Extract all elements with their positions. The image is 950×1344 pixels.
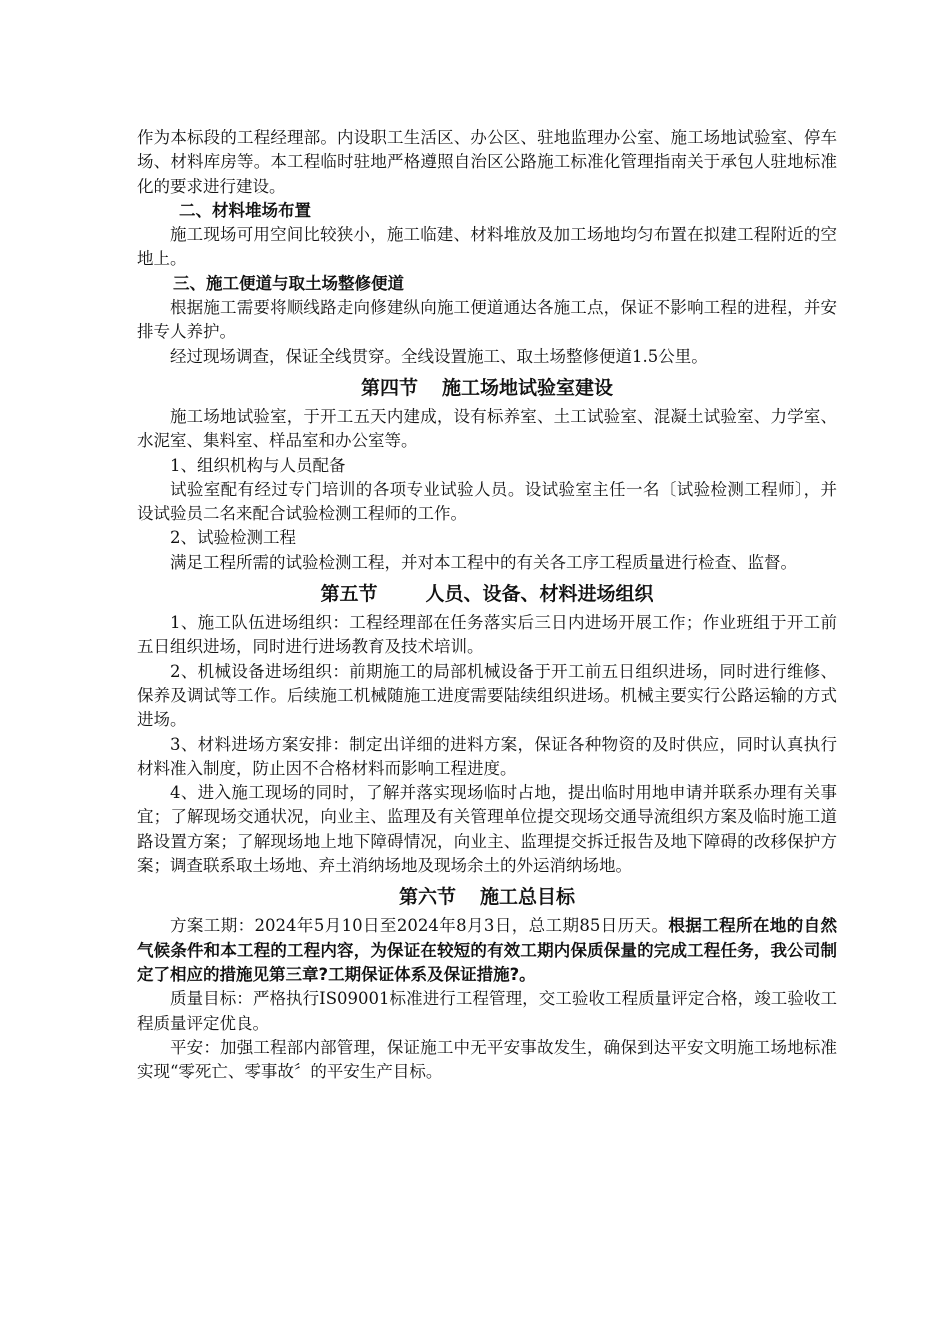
section-title: 施工总目标 (480, 886, 576, 909)
subsection-title-material-yard: 二、材料堆场布置 (179, 200, 311, 220)
section-number: 第四节 (360, 376, 418, 399)
lab-paragraph-2: 试验室配有经过专门培训的各项专业试验人员。设试验室主任一名〔试验检测工程师〕，并设试验员二名来配合试验检测工程师的工作。 (137, 479, 837, 524)
schedule-text: 方案工期：2024年5月10日至2024年8月3日，总工期85日历天。 (170, 916, 669, 936)
mobilization-paragraph-1: 1、施工队伍进场组织：工程经理部在任务落实后三日内进场开展工作；作业班组于开工前五日组织进场，同时进行进场教育及技术培训。 (137, 613, 837, 657)
section-title: 人员、设备、材料进场组织 (425, 583, 654, 606)
section-heading-5 (137, 579, 837, 609)
mobilization-paragraph-4: 4、进入施工现场的同时，了解并落实现场临时占地，提出临时用地申请并联系办理有关事宜；了解现场交通状况，向业主、监理及有关管理单位提交现场交通导流组织方案及临时施工道路设置方案；了解现场地上地下障碍情况，向业主、监理提交拆迁报告及地下障碍的改移保护方案；调查联系取土场地、弃土消纳场地及现场余土的外运消纳场地。 (137, 783, 837, 876)
quality-paragraph: 质量目标：严格执行IS09001标准进行工程管理，交工验收工程质量评定合格，竣工验收工程质量评定优良。 (137, 989, 837, 1033)
lab-paragraph-1: 施工场地试验室，于开工五天内建成，设有标养室、土工试验室、混凝土试验室、力学室、水泥室、集料室、样品室和办公室等。 (137, 406, 837, 451)
section-number: 第五节 (320, 583, 378, 606)
mobilization-paragraph-2: 2、机械设备进场组织：前期施工的局部机械设备于开工前五日组织进场，同时进行维修、保养及调试等工作。后续施工机械随施工进度需要陆续组织进场。机械主要实行公路运输的方式进场。 (137, 661, 837, 730)
section-title: 施工场地试验室建设 (442, 376, 614, 399)
lab-item-1: 1、组织机构与人员配备 (170, 455, 346, 475)
section-heading-4 (137, 373, 837, 403)
access-road-paragraph-1: 根据施工需要将顺线路走向修建纵向施工便道通达各施工点，保证不影响工程的进程，并安排专人养护。 (137, 298, 837, 342)
lab-item-2: 2、试验检测工程 (170, 528, 296, 548)
schedule-bold-text: 根据工程所在地的自然气候条件和本工程的工程内容，为保证在较短的有效工期内保质保量的完成工程任务，我公司制定了相应的措施见第三章?工期保证体系及保证措施?。 (137, 916, 838, 984)
safety-paragraph: 平安：加强工程部内部管理，保证施工中无平安事故发生，确保到达平安文明施工场地标准实现“零死亡、零事故〞的平安生产目标。 (137, 1037, 837, 1082)
material-yard-paragraph: 施工现场可用空间比较狭小，施工临建、材料堆放及加工场地均匀布置在拟建工程附近的空地上。 (137, 225, 837, 269)
schedule-paragraph (137, 914, 837, 987)
access-road-paragraph-2: 经过现场调查，保证全线贯穿。全线设置施工、取土场整修便道1.5公里。 (170, 346, 708, 366)
intro-paragraph: 作为本标段的工程经理部。内设职工生活区、办公区、驻地监理办公室、施工场地试验室、停车场、材料库房等。本工程临时驻地严格遵照自治区公路施工标准化管理指南关于承包人驻地标准化的要求进行建设。 (137, 128, 837, 196)
mobilization-paragraph-3: 3、材料进场方案安排：制定出详细的进料方案，保证各种物资的及时供应，同时认真执行材料准入制度，防止因不合格材料而影响工程进度。 (137, 734, 837, 778)
lab-paragraph-3: 满足工程所需的试验检测工程，并对本工程中的有关各工序工程质量进行检查、监督。 (170, 552, 797, 572)
section-number: 第六节 (398, 886, 456, 909)
subsection-title-access-road: 三、施工便道与取土场整修便道 (173, 273, 404, 293)
document-page (137, 126, 837, 1084)
section-heading-6 (137, 882, 837, 912)
